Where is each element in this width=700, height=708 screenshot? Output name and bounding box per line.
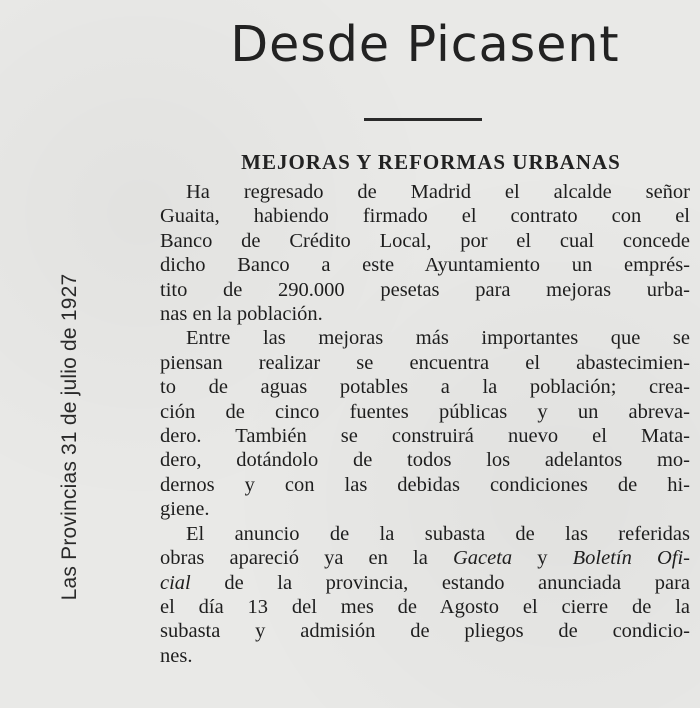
text-line: Guaita, habiendo firmado el contrato con el: [160, 205, 690, 228]
text-line: dero. También se construirá nuevo el Mata-: [160, 425, 690, 448]
publication-name-boletin: Boletín Ofi-: [572, 547, 690, 570]
text-line: dero, dotándolo de todos los adelantos mo-: [160, 449, 690, 472]
text-line: piensan realizar se encuentra el abastecimien-: [160, 351, 690, 374]
article: [158, 0, 692, 708]
text-line: giene.: [160, 498, 210, 521]
text-line: nas en la población.: [160, 303, 323, 326]
text-line: cial de la provincia, estando anunciada para: [160, 571, 690, 594]
paragraph-2: [160, 326, 690, 521]
text-line: dernos y con las debidas condiciones de hi-: [160, 473, 690, 496]
text-line: Ha regresado de Madrid el alcalde señor: [186, 181, 690, 203]
text-line: Banco de Crédito Local, por el cual concede: [160, 229, 690, 252]
headline-divider: [364, 118, 482, 121]
text-line: subasta y admisión de pliegos de condicio-: [160, 620, 690, 643]
text-line: el día 13 del mes de Agosto el cierre de la: [160, 595, 690, 618]
text-line: dicho Banco a este Ayuntamiento un emprés-: [160, 254, 690, 277]
text-line: ción de cinco fuentes públicas y un abreva-: [160, 400, 690, 423]
text-line: tito de 290.000 pesetas para mejoras urba-: [160, 278, 690, 301]
text-line: El anuncio de la subasta de las referidas: [186, 522, 690, 545]
section-subhead: MEJORAS Y REFORMAS URBANAS: [241, 150, 621, 174]
headline: Desde Picasent: [230, 16, 620, 73]
article-body: [160, 180, 690, 668]
text-line: to de aguas potables a la población; crea-: [160, 376, 690, 399]
text-line: nes.: [160, 644, 193, 667]
text-line: obras apareció ya en la Gaceta y Boletín Ofi-: [160, 547, 690, 570]
publication-name-gaceta: Gaceta: [452, 547, 513, 570]
paragraph-3: [160, 522, 690, 668]
text-line: Entre las mejoras más importantes que se: [186, 327, 690, 350]
source-caption: Las Provincias 31 de julio de 1927: [58, 273, 81, 601]
paragraph-1: [160, 180, 690, 326]
